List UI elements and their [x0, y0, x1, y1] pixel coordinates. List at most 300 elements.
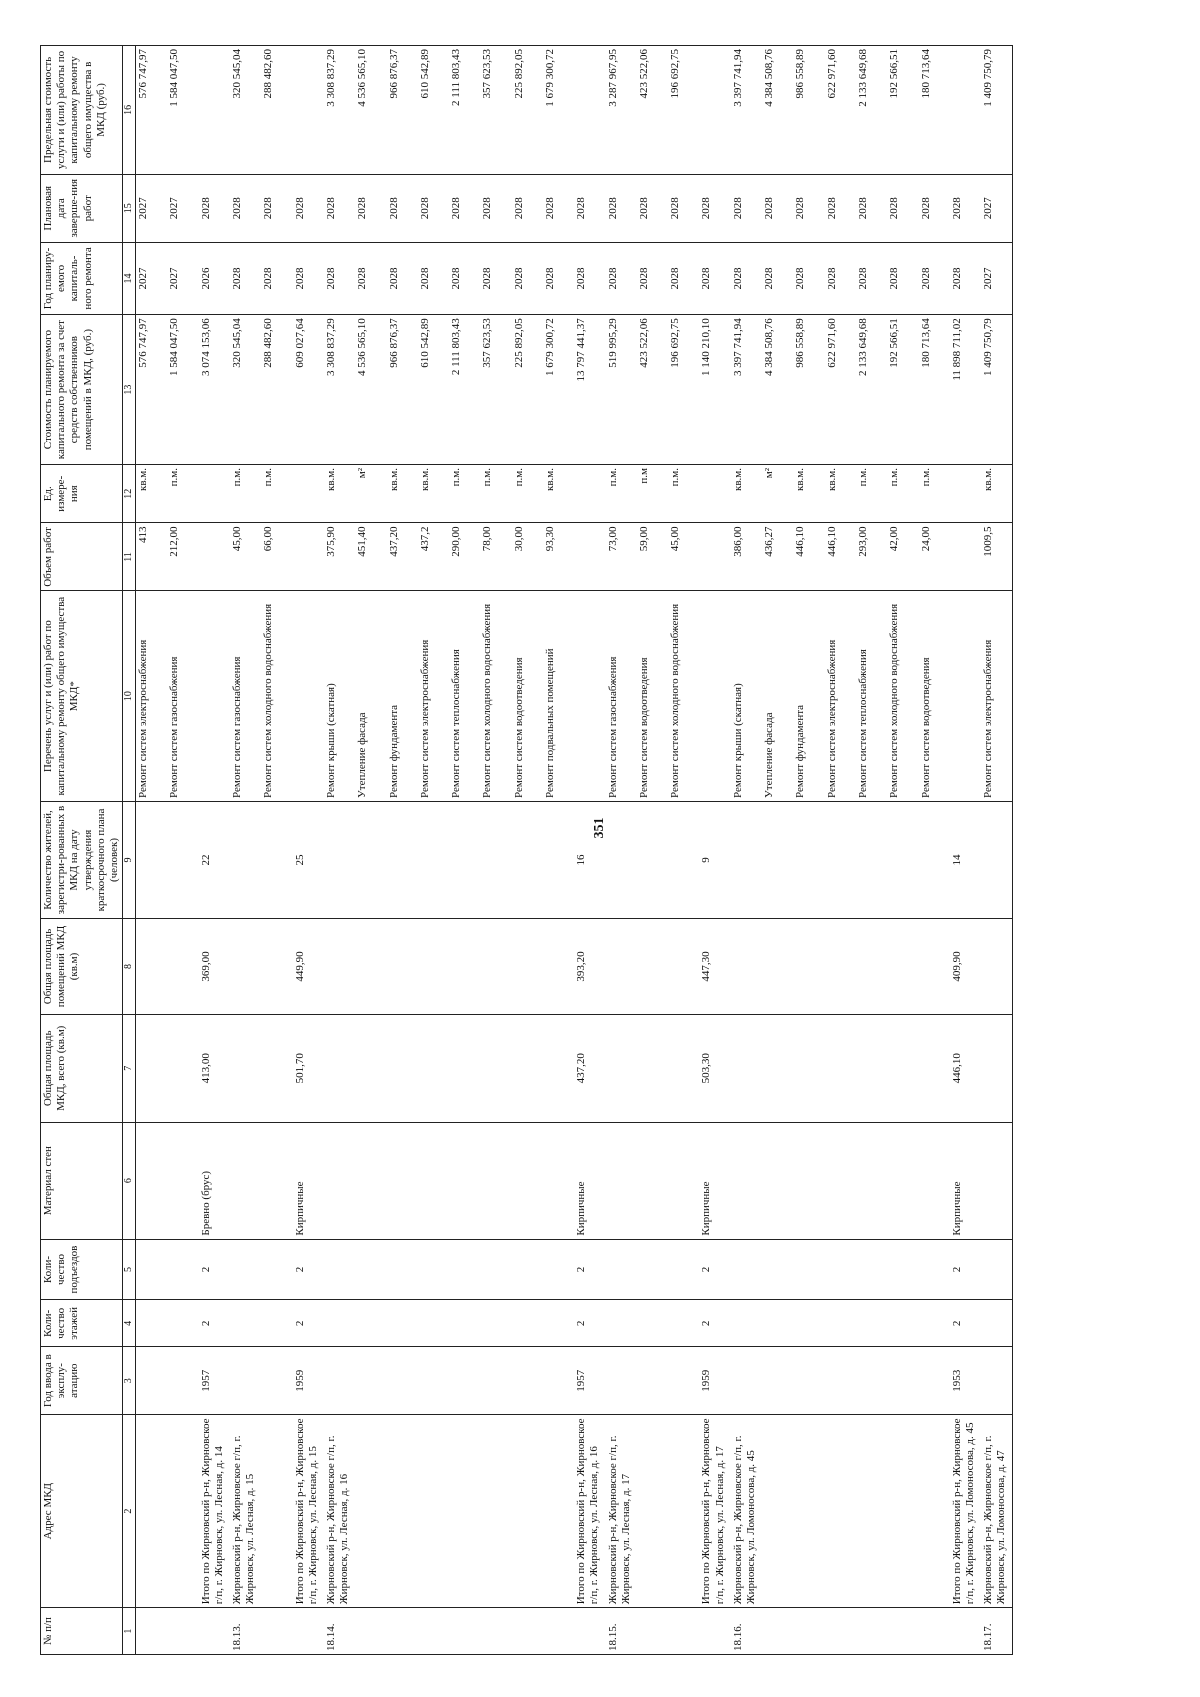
volume-cell: 45,00	[230, 523, 261, 591]
unit-cell: п.м.	[887, 465, 918, 524]
residents-cell	[324, 801, 355, 918]
limit-cost-cell: 180 713,64	[919, 46, 950, 175]
address-cell	[512, 1415, 543, 1608]
row-number	[699, 1608, 730, 1655]
year-cell	[887, 1347, 918, 1415]
table-row	[887, 46, 918, 1655]
limit-cost-cell: 3 287 967,95	[606, 46, 637, 175]
floors-cell: 2	[199, 1300, 230, 1347]
table-row	[950, 46, 981, 1655]
residents-cell	[981, 801, 1013, 918]
plan-year-cell: 2028	[731, 242, 762, 315]
work-type-cell: Ремонт систем холодного водоснабжения	[480, 591, 511, 802]
limit-cost-cell	[950, 46, 981, 175]
table-row	[387, 46, 418, 1655]
wall-material-cell	[543, 1122, 574, 1239]
total-area-cell	[324, 1014, 355, 1122]
floors-cell	[480, 1300, 511, 1347]
total-area-cell: 446,10	[950, 1014, 981, 1122]
total-area-cell	[512, 1014, 543, 1122]
total-area-cell: 413,00	[199, 1014, 230, 1122]
floors-cell	[512, 1300, 543, 1347]
volume-cell: 93,30	[543, 523, 574, 591]
floors-cell	[136, 1300, 168, 1347]
total-area-cell	[543, 1014, 574, 1122]
volume-cell: 78,00	[480, 523, 511, 591]
address-cell: Жирновский р-н, Жирновское г/п, г. Жирновск, ул. Лесная, д. 15	[230, 1415, 261, 1608]
unit-cell: м²	[762, 465, 793, 524]
address-cell	[387, 1415, 418, 1608]
entrances-cell: 2	[199, 1239, 230, 1300]
table-row	[981, 46, 1013, 1655]
rooms-area-cell	[762, 919, 793, 1015]
floors-cell	[543, 1300, 574, 1347]
plan-year-cell: 2028	[324, 242, 355, 315]
limit-cost-cell: 610 542,89	[418, 46, 449, 175]
header-cell: Год ввода в эксплу-атацию	[41, 1347, 123, 1415]
total-area-cell	[668, 1014, 699, 1122]
end-date-cell: 2028	[856, 174, 887, 242]
table-row	[418, 46, 449, 1655]
work-type-cell: Ремонт фундамента	[793, 591, 824, 802]
unit-cell: м²	[355, 465, 386, 524]
entrances-cell	[637, 1239, 668, 1300]
row-number	[512, 1608, 543, 1655]
column-number: 14	[123, 242, 136, 315]
table-row	[793, 46, 824, 1655]
floors-cell	[856, 1300, 887, 1347]
table-row	[199, 46, 230, 1655]
year-cell	[825, 1347, 856, 1415]
volume-cell: 293,00	[856, 523, 887, 591]
wall-material-cell	[825, 1122, 856, 1239]
rooms-area-cell	[418, 919, 449, 1015]
residents-cell: 14	[950, 801, 981, 918]
year-cell	[793, 1347, 824, 1415]
end-date-cell: 2028	[387, 174, 418, 242]
residents-cell	[543, 801, 574, 918]
floors-cell	[355, 1300, 386, 1347]
total-area-cell	[762, 1014, 793, 1122]
plan-year-cell: 2027	[981, 242, 1013, 315]
year-cell	[418, 1347, 449, 1415]
entrances-cell	[887, 1239, 918, 1300]
rooms-area-cell	[856, 919, 887, 1015]
column-number-row	[123, 46, 136, 1655]
plan-year-cell: 2028	[637, 242, 668, 315]
end-date-cell: 2028	[606, 174, 637, 242]
volume-cell: 73,00	[606, 523, 637, 591]
table-row	[261, 46, 292, 1655]
wall-material-cell	[887, 1122, 918, 1239]
entrances-cell	[762, 1239, 793, 1300]
row-number	[480, 1608, 511, 1655]
unit-cell: п.м	[637, 465, 668, 524]
row-number	[574, 1608, 605, 1655]
limit-cost-cell: 966 876,37	[387, 46, 418, 175]
column-number: 5	[123, 1239, 136, 1300]
rooms-area-cell	[167, 919, 198, 1015]
limit-cost-cell: 357 623,53	[480, 46, 511, 175]
header-cell: Общая площадь МКД, всего (кв.м)	[41, 1014, 123, 1122]
end-date-cell: 2028	[574, 174, 605, 242]
cost-cell: 966 876,37	[387, 315, 418, 465]
unit-cell: п.м.	[480, 465, 511, 524]
limit-cost-cell: 622 971,60	[825, 46, 856, 175]
year-cell	[512, 1347, 543, 1415]
end-date-cell: 2028	[825, 174, 856, 242]
limit-cost-cell	[293, 46, 324, 175]
total-area-cell	[637, 1014, 668, 1122]
floors-cell	[230, 1300, 261, 1347]
cost-cell: 180 713,64	[919, 315, 950, 465]
year-cell: 1959	[293, 1347, 324, 1415]
table-row	[512, 46, 543, 1655]
residents-cell: 25	[293, 801, 324, 918]
header-cell: Адрес МКД	[41, 1415, 123, 1608]
end-date-cell: 2028	[699, 174, 730, 242]
rooms-area-cell	[324, 919, 355, 1015]
work-type-cell: Ремонт крыши (скатная)	[324, 591, 355, 802]
unit-cell	[699, 465, 730, 524]
unit-cell: кв.м.	[981, 465, 1013, 524]
total-area-cell	[261, 1014, 292, 1122]
unit-cell: п.м.	[512, 465, 543, 524]
unit-cell: п.м.	[856, 465, 887, 524]
volume-cell: 42,00	[887, 523, 918, 591]
cost-cell: 11 898 711,02	[950, 315, 981, 465]
cost-cell: 3 308 837,29	[324, 315, 355, 465]
wall-material-cell	[512, 1122, 543, 1239]
rooms-area-cell	[512, 919, 543, 1015]
row-number	[793, 1608, 824, 1655]
entrances-cell	[387, 1239, 418, 1300]
entrances-cell: 2	[699, 1239, 730, 1300]
address-cell	[480, 1415, 511, 1608]
address-cell	[418, 1415, 449, 1608]
residents-cell	[136, 801, 168, 918]
residents-cell	[668, 801, 699, 918]
rooms-area-cell	[606, 919, 637, 1015]
limit-cost-cell: 4 384 508,76	[762, 46, 793, 175]
wall-material-cell	[449, 1122, 480, 1239]
table-row	[574, 46, 605, 1655]
floors-cell	[261, 1300, 292, 1347]
cost-cell: 288 482,60	[261, 315, 292, 465]
year-cell	[230, 1347, 261, 1415]
residents-cell	[762, 801, 793, 918]
volume-cell: 446,10	[825, 523, 856, 591]
column-number: 9	[123, 801, 136, 918]
limit-cost-cell	[199, 46, 230, 175]
entrances-cell	[981, 1239, 1013, 1300]
rooms-area-cell: 449,90	[293, 919, 324, 1015]
total-area-cell	[731, 1014, 762, 1122]
year-cell	[606, 1347, 637, 1415]
address-cell: Итого по Жирновский р-н, Жирновское г/п, г. Жирновск, ул. Лесная, д. 14	[199, 1415, 230, 1608]
entrances-cell: 2	[293, 1239, 324, 1300]
limit-cost-cell: 1 679 300,72	[543, 46, 574, 175]
limit-cost-cell	[574, 46, 605, 175]
cost-cell: 3 074 153,06	[199, 315, 230, 465]
row-number	[136, 1608, 168, 1655]
rooms-area-cell: 393,20	[574, 919, 605, 1015]
column-number: 6	[123, 1122, 136, 1239]
floors-cell	[793, 1300, 824, 1347]
cost-cell: 4 384 508,76	[762, 315, 793, 465]
residents-cell	[512, 801, 543, 918]
address-cell: Жирновский р-н, Жирновское г/п, г. Жирновск, ул. Лесная, д. 16	[324, 1415, 355, 1608]
column-number: 2	[123, 1415, 136, 1608]
cost-cell: 13 797 441,37	[574, 315, 605, 465]
work-type-cell: Ремонт фундамента	[387, 591, 418, 802]
row-number	[543, 1608, 574, 1655]
wall-material-cell	[668, 1122, 699, 1239]
table-row	[324, 46, 355, 1655]
column-number: 11	[123, 523, 136, 591]
cost-cell: 1 409 750,79	[981, 315, 1013, 465]
cost-cell: 225 892,05	[512, 315, 543, 465]
row-number	[762, 1608, 793, 1655]
end-date-cell: 2027	[981, 174, 1013, 242]
unit-cell: кв.м.	[793, 465, 824, 524]
end-date-cell: 2028	[480, 174, 511, 242]
volume-cell: 212,00	[167, 523, 198, 591]
year-cell	[668, 1347, 699, 1415]
end-date-cell: 2027	[136, 174, 168, 242]
volume-cell	[950, 523, 981, 591]
entrances-cell	[324, 1239, 355, 1300]
header-cell: Год планиру-емого капиталь-ного ремонта	[41, 242, 123, 315]
work-type-cell: Ремонт систем электроснабжения	[825, 591, 856, 802]
work-type-cell	[199, 591, 230, 802]
cost-cell: 610 542,89	[418, 315, 449, 465]
year-cell	[981, 1347, 1013, 1415]
wall-material-cell	[762, 1122, 793, 1239]
residents-cell	[167, 801, 198, 918]
entrances-cell	[606, 1239, 637, 1300]
address-cell	[167, 1415, 198, 1608]
volume-cell	[699, 523, 730, 591]
year-cell: 1957	[199, 1347, 230, 1415]
total-area-cell	[230, 1014, 261, 1122]
work-type-cell: Ремонт крыши (скатная)	[731, 591, 762, 802]
wall-material-cell: Кирпичные	[574, 1122, 605, 1239]
address-cell	[762, 1415, 793, 1608]
volume-cell	[293, 523, 324, 591]
rooms-area-cell	[919, 919, 950, 1015]
rooms-area-cell	[981, 919, 1013, 1015]
rooms-area-cell: 369,00	[199, 919, 230, 1015]
limit-cost-cell: 1 409 750,79	[981, 46, 1013, 175]
rooms-area-cell	[261, 919, 292, 1015]
rooms-area-cell	[887, 919, 918, 1015]
unit-cell: п.м.	[167, 465, 198, 524]
cost-cell: 320 545,04	[230, 315, 261, 465]
column-number: 4	[123, 1300, 136, 1347]
plan-year-cell: 2028	[480, 242, 511, 315]
address-cell	[261, 1415, 292, 1608]
total-area-cell	[606, 1014, 637, 1122]
unit-cell: п.м.	[230, 465, 261, 524]
residents-cell	[887, 801, 918, 918]
entrances-cell	[480, 1239, 511, 1300]
end-date-cell: 2027	[167, 174, 198, 242]
end-date-cell: 2028	[449, 174, 480, 242]
entrances-cell	[856, 1239, 887, 1300]
unit-cell	[950, 465, 981, 524]
floors-cell	[887, 1300, 918, 1347]
limit-cost-cell	[699, 46, 730, 175]
floors-cell	[919, 1300, 950, 1347]
rooms-area-cell: 409,90	[950, 919, 981, 1015]
plan-year-cell: 2028	[230, 242, 261, 315]
address-cell	[887, 1415, 918, 1608]
end-date-cell: 2028	[418, 174, 449, 242]
floors-cell	[418, 1300, 449, 1347]
volume-cell: 1009,5	[981, 523, 1013, 591]
work-type-cell: Ремонт систем электроснабжения	[136, 591, 168, 802]
rooms-area-cell	[230, 919, 261, 1015]
row-number	[637, 1608, 668, 1655]
table-row	[449, 46, 480, 1655]
row-number	[418, 1608, 449, 1655]
year-cell	[919, 1347, 950, 1415]
end-date-cell: 2028	[199, 174, 230, 242]
work-type-cell: Ремонт систем электроснабжения	[418, 591, 449, 802]
plan-year-cell: 2028	[762, 242, 793, 315]
wall-material-cell	[606, 1122, 637, 1239]
header-cell: № п/п	[41, 1608, 123, 1655]
cost-cell: 196 692,75	[668, 315, 699, 465]
limit-cost-cell: 1 584 047,50	[167, 46, 198, 175]
entrances-cell	[668, 1239, 699, 1300]
row-number	[261, 1608, 292, 1655]
entrances-cell	[512, 1239, 543, 1300]
cost-cell: 3 397 741,94	[731, 315, 762, 465]
wall-material-cell	[856, 1122, 887, 1239]
limit-cost-cell: 320 545,04	[230, 46, 261, 175]
entrances-cell: 2	[574, 1239, 605, 1300]
total-area-cell	[887, 1014, 918, 1122]
cost-cell: 1 679 300,72	[543, 315, 574, 465]
address-cell	[856, 1415, 887, 1608]
limit-cost-cell: 288 482,60	[261, 46, 292, 175]
header-cell: Коли-чество этажей	[41, 1300, 123, 1347]
entrances-cell	[136, 1239, 168, 1300]
residents-cell	[480, 801, 511, 918]
wall-material-cell	[167, 1122, 198, 1239]
plan-year-cell: 2028	[950, 242, 981, 315]
table-body	[136, 46, 1013, 1655]
floors-cell: 2	[699, 1300, 730, 1347]
end-date-cell: 2028	[324, 174, 355, 242]
work-type-cell	[293, 591, 324, 802]
work-type-cell	[950, 591, 981, 802]
rooms-area-cell	[355, 919, 386, 1015]
limit-cost-cell: 225 892,05	[512, 46, 543, 175]
address-cell	[637, 1415, 668, 1608]
address-cell: Итого по Жирновский р-н, Жирновское г/п, г. Жирновск, ул. Лесная, д. 17	[699, 1415, 730, 1608]
row-number: 18.17.	[981, 1608, 1013, 1655]
wall-material-cell: Бревно (брус)	[199, 1122, 230, 1239]
address-cell	[825, 1415, 856, 1608]
work-type-cell	[574, 591, 605, 802]
work-type-cell: Ремонт систем холодного водоснабжения	[668, 591, 699, 802]
end-date-cell: 2028	[668, 174, 699, 242]
header-cell: Материал стен	[41, 1122, 123, 1239]
limit-cost-cell: 3 397 741,94	[731, 46, 762, 175]
limit-cost-cell: 2 133 649,68	[856, 46, 887, 175]
unit-cell: кв.м.	[543, 465, 574, 524]
unit-cell: кв.м.	[418, 465, 449, 524]
table-row	[480, 46, 511, 1655]
work-type-cell: Ремонт систем газоснабжения	[606, 591, 637, 802]
table-row	[606, 46, 637, 1655]
end-date-cell: 2028	[762, 174, 793, 242]
wall-material-cell	[480, 1122, 511, 1239]
volume-cell	[574, 523, 605, 591]
column-number: 7	[123, 1014, 136, 1122]
table-row	[825, 46, 856, 1655]
entrances-cell	[418, 1239, 449, 1300]
unit-cell: кв.м.	[825, 465, 856, 524]
plan-year-cell: 2028	[856, 242, 887, 315]
work-type-cell: Ремонт систем теплоснабжения	[449, 591, 480, 802]
unit-cell: п.м.	[261, 465, 292, 524]
end-date-cell: 2028	[230, 174, 261, 242]
limit-cost-cell: 576 747,97	[136, 46, 168, 175]
residents-cell	[387, 801, 418, 918]
plan-year-cell: 2028	[825, 242, 856, 315]
cost-cell: 622 971,60	[825, 315, 856, 465]
limit-cost-cell: 423 522,06	[637, 46, 668, 175]
rooms-area-cell	[136, 919, 168, 1015]
plan-year-cell: 2028	[887, 242, 918, 315]
volume-cell: 413	[136, 523, 168, 591]
year-cell: 1957	[574, 1347, 605, 1415]
row-number	[355, 1608, 386, 1655]
residents-cell	[856, 801, 887, 918]
cost-cell: 576 747,97	[136, 315, 168, 465]
capital-repair-table	[40, 45, 1013, 1655]
header-cell: Стоимость планируемого капитального ремонта за счет средств собственников помещений в МКД, (руб.)	[41, 315, 123, 465]
rooms-area-cell	[387, 919, 418, 1015]
row-number	[668, 1608, 699, 1655]
header-row	[41, 46, 123, 1655]
floors-cell	[449, 1300, 480, 1347]
limit-cost-cell: 986 558,89	[793, 46, 824, 175]
entrances-cell	[919, 1239, 950, 1300]
residents-cell	[261, 801, 292, 918]
volume-cell: 24,00	[919, 523, 950, 591]
limit-cost-cell: 196 692,75	[668, 46, 699, 175]
plan-year-cell: 2028	[606, 242, 637, 315]
entrances-cell	[355, 1239, 386, 1300]
total-area-cell	[387, 1014, 418, 1122]
end-date-cell: 2028	[950, 174, 981, 242]
table-row	[293, 46, 324, 1655]
rooms-area-cell	[543, 919, 574, 1015]
wall-material-cell	[261, 1122, 292, 1239]
plan-year-cell: 2027	[136, 242, 168, 315]
column-number: 10	[123, 591, 136, 802]
table-row	[699, 46, 730, 1655]
residents-cell	[919, 801, 950, 918]
end-date-cell: 2028	[919, 174, 950, 242]
floors-cell	[668, 1300, 699, 1347]
work-type-cell: Ремонт систем водоотведения	[637, 591, 668, 802]
